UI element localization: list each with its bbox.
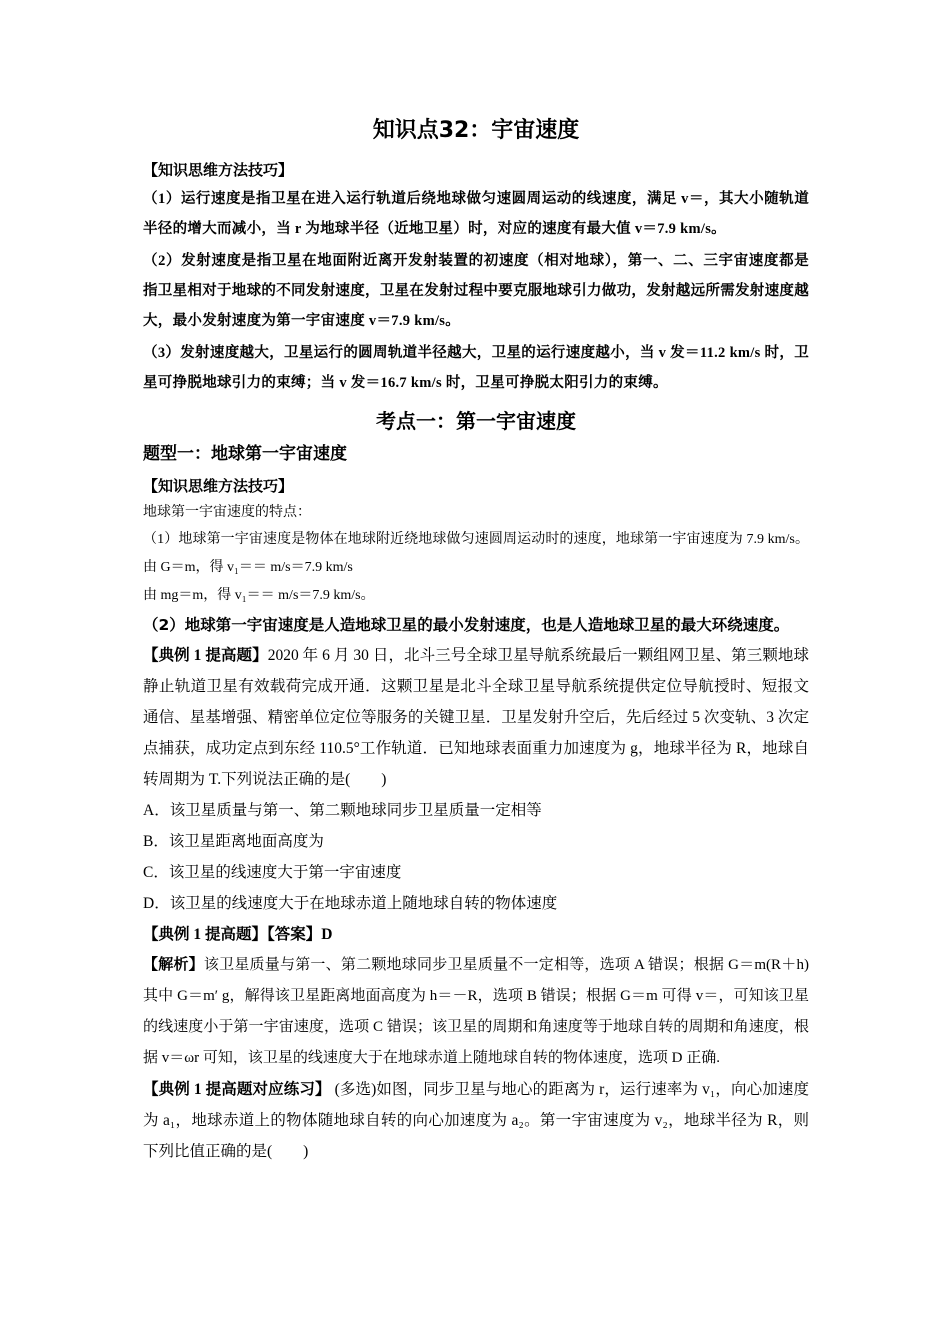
analysis	[143, 950, 809, 1074]
example-question-text: 2020 年 6 月 30 日，北斗三号全球卫星导航系统最后一颗组网卫星、第三颗地球静止轨道卫星有效载荷完成开通．这颗卫星是北斗全球卫星导航系统提供定位导航授时、短报文通信、星基增强、精密单位定位等服务的关键卫星．卫星发射升空后，先后经过 5 次变轨、3 次定点捕获，成功定点到东经 110.5°工作轨道．已知地球表面重力加速度为 g，地球半径为 R，地球自转周期为 T.下列说法正确的是( )	[143, 647, 809, 788]
section-title: 考点一：第一宇宙速度	[376, 409, 576, 433]
practice-question	[143, 1074, 809, 1167]
example-question	[143, 640, 809, 795]
intro-paragraph-2: （2）发射速度是指卫星在地面附近离开发射装置的初速度（相对地球），第一、二、三宇宙速度都是指卫星相对于地球的不同发射速度，卫星在发射过程中要克服地球引力做功，发射越远所需发射速度越大，最小发射速度为第一宇宙速度 v＝7.9 km/s。	[143, 253, 809, 329]
topic-lead: 地球第一宇宙速度的特点：	[143, 505, 311, 520]
option-c: C．该卫星的线速度大于第一宇宙速度	[143, 864, 402, 881]
intro-paragraph-1: （1）运行速度是指卫星在进入运行轨道后绕地球做匀速圆周运动的线速度，满足 v＝，其大小随轨道半径的增大而减小，当 r 为地球半径（近地卫星）时，对应的速度有最大值 v＝7.9 km/s。	[143, 191, 809, 237]
intro-tag: 【知识思维方法技巧】	[143, 161, 294, 179]
analysis-text: 该卫星质量与第一、第二颗地球同步卫星质量不一定相等，选项 A 错误；根据 G＝m(R＋h)其中 G＝m′ g，解得该卫星距离地面高度为 h＝－R，选项 B 错误；根据 G＝m 可得 v＝，可知该卫星的线速度小于第一宇宙速度，选项 C 错误；该卫星的周期和角速度等于地球自转的周期和角速度，根据 v＝ωr 可知，该卫星的线速度大于在地球赤道上随地球自转的物体速度，选项 D 正确.	[143, 957, 809, 1066]
topic-paragraph-2: 由 mg＝m，得 v₁＝＝ m/s＝7.9 km/s。	[143, 588, 375, 603]
example-tag: 【典例 1 提高题】	[143, 647, 268, 664]
option-a: A．该卫星质量与第一、第二颗地球同步卫星质量一定相等	[143, 802, 542, 819]
topic-paragraph-1: （1）地球第一宇宙速度是物体在地球附近绕地球做匀速圆周运动时的速度，地球第一宇宙速度为 7.9 km/s。由 G＝m，得 v₁＝＝ m/s＝7.9 km/s	[143, 532, 809, 575]
intro-paragraph-3: （3）发射速度越大，卫星运行的圆周轨道半径越大，卫星的运行速度越小，当 v 发＝11.2 km/s 时，卫星可挣脱地球引力的束缚；当 v 发＝16.7 km/s 时，卫星可挣脱太阳引力的束缚。	[143, 345, 809, 391]
analysis-tag: 【解析】	[143, 957, 204, 973]
topic-paragraph-3: （2）地球第一宇宙速度是人造地球卫星的最小发射速度，也是人造地球卫星的最大环绕速度。	[143, 616, 790, 634]
page-title: 知识点32：宇宙速度	[372, 118, 580, 143]
topic-tag: 【知识思维方法技巧】	[143, 477, 294, 495]
topic-title: 题型一：地球第一宇宙速度	[143, 444, 347, 464]
option-d: D．该卫星的线速度大于在地球赤道上随地球自转的物体速度	[143, 895, 558, 912]
option-b: B．该卫星距离地面高度为	[143, 833, 324, 850]
practice-tag: 【典例 1 提高题对应练习】	[143, 1081, 331, 1098]
practice-question-text: (多选)如图，同步卫星与地心的距离为 r，运行速率为 v₁，向心加速度为 a₁，地球赤道上的物体随地球自转的向心加速度为 a₂。第一宇宙速度为 v₂，地球半径为 R，则下列比值正确的是( )	[143, 1081, 809, 1160]
document-content	[143, 116, 809, 1167]
answer-line: 【典例 1 提高题】【答案】D	[143, 926, 333, 943]
